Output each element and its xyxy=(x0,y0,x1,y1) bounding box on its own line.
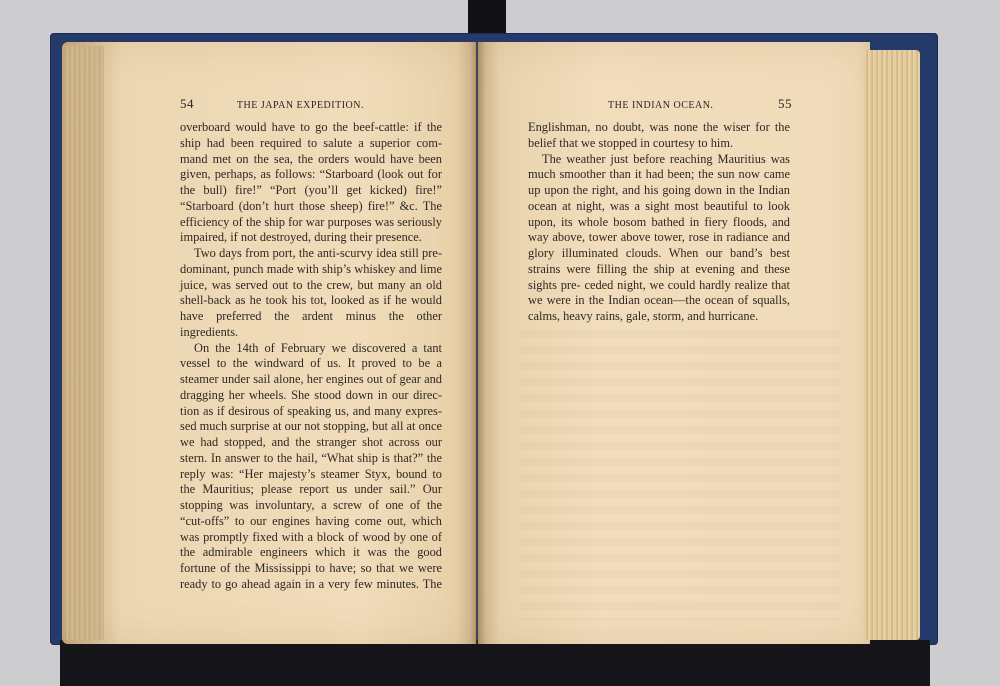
paragraph: The weather just before reaching Mauritius was much smoother than it had been; the sun now came up upon the right, and his going down in the Indian ocean at night, was a sight most beautiful to look upon, its whole bosom bathed in fiery floods, and way above, tower above tower, rose in radiance and glory illuminated clouds. When our band’s best strains were filling the ship at evening and these sights pre- ceded night, we could hardly realize that we were in the Indian ocean—the ocean of squalls, calms, heavy rains, gale, storm, and hurricane. xyxy=(528,151,790,323)
book-gutter xyxy=(470,42,486,644)
left-page-header xyxy=(180,96,444,112)
left-page-edges xyxy=(66,46,104,640)
paragraph: On the 14th of February we discovered a tant vessel to the windward of us. It proved to be a steamer under sail alone, her engines out of gear and dragging her wheels. She stood down in our direc- tion as if desirous of speaking us, and many expres- sed much surprise at our not stopping, but all at once we had stopped, and the stranger shot across our stern. In answer to the hail, “What ship is that?” the reply was: “Her majesty’s steamer Styx, bound to the Mauritius; please report us under sail.” Our stopping was involuntary, a screw of one of the “cut-offs” to our engines having come out, which was promptly fixed with a block of wood by one of the admirable engineers which it was the good fortune of the Mississippi to have; so that we were ready to go ahead again in a very few minutes. The xyxy=(180,340,442,591)
left-page-number: 54 xyxy=(180,96,194,111)
paragraph: Two days from port, the anti-scurvy idea still pre- dominant, punch made with ship’s whiskey and lime juice, was served out to the crew, but many an old shell-back as he took his tot, looked as if he would have preferred the ardent minus the other ingredients. xyxy=(180,246,442,339)
right-running-head: THE INDIAN OCEAN. xyxy=(608,100,714,111)
left-running-head: THE JAPAN EXPEDITION. xyxy=(236,100,364,111)
left-page-text xyxy=(180,120,442,593)
show-through-texture xyxy=(520,330,840,620)
paragraph: overboard would have to go the beef-cattle: if the ship had been required to salute a superior com- mand met on the sea, the orders would have been given, perhaps, as follows: “Starboard (look out for the bull) fire!” “Port (you’ll get kicked) fire!” “Starboard (don’t hurt those sheep) fire!” &c. The efficiency of the ship for war purposes was seriously impaired, if not destroyed, during their presence. xyxy=(180,120,442,245)
paragraph: Englishman, no doubt, was none the wiser for the belief that we stopped in courtesy to him. xyxy=(528,120,790,150)
right-page-text xyxy=(528,120,790,325)
right-page-number: 55 xyxy=(778,96,792,111)
right-page-edges xyxy=(864,50,920,640)
book-shadow xyxy=(60,640,930,686)
right-page-header xyxy=(608,96,792,112)
